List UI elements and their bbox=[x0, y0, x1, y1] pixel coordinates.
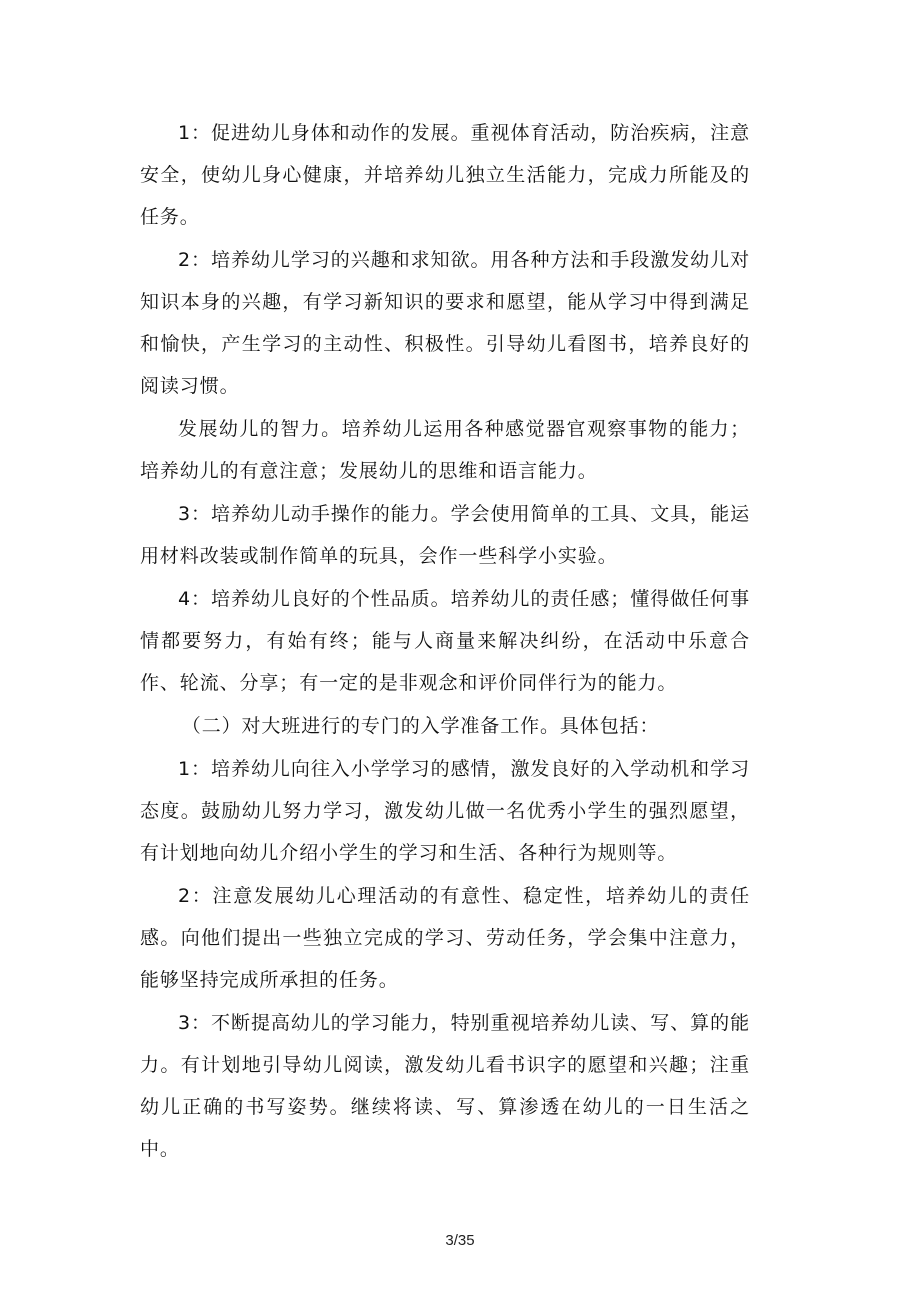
page-number: 3/35 bbox=[445, 1232, 475, 1249]
paragraph-item-3-handson: 3：培养幼儿动手操作的能力。学会使用简单的工具、文具，能运用材料改装或制作简单的玩具，会作一些科学小实验。 bbox=[140, 503, 750, 567]
paragraph-item-1-physical: 1：促进幼儿身体和动作的发展。重视体育活动，防治疾病，注意安全，使幼儿身心健康，并培养幼儿独立生活能力，完成力所能及的任务。 bbox=[140, 122, 750, 228]
paragraph-item-4-personality: 4：培养幼儿良好的个性品质。培养幼儿的责任感；懂得做任何事情都要努力，有始有终；能与人商量来解决纠纷，在活动中乐意合作、轮流、分享；有一定的是非观念和评价同伴行为的能力。 bbox=[140, 588, 750, 694]
paragraph-prep-3-literacy: 3：不断提高幼儿的学习能力，特别重视培养幼儿读、写、算的能力。有计划地引导幼儿阅读，激发幼儿看书识字的愿望和兴趣；注重幼儿正确的书写姿势。继续将读、写、算渗透在幼儿的一日生活之中。 bbox=[140, 1012, 750, 1160]
paragraph-item-2-interest: 2：培养幼儿学习的兴趣和求知欲。用各种方法和手段激发幼儿对知识本身的兴趣，有学习新知识的要求和愿望，能从学习中得到满足和愉快，产生学习的主动性、积极性。引导幼儿看图书，培养良好的阅读习惯。 bbox=[140, 249, 750, 397]
section-heading-school-prep: （二）对大班进行的专门的入学准备工作。具体包括： bbox=[181, 715, 660, 737]
document-body bbox=[140, 112, 750, 1171]
paragraph-prep-1-motivation: 1：培养幼儿向往入小学学习的感情，激发良好的入学动机和学习态度。鼓励幼儿努力学习，激发幼儿做一名优秀小学生的强烈愿望，有计划地向幼儿介绍小学生的学习和生活、各种行为规则等。 bbox=[140, 758, 750, 864]
paragraph-intelligence: 发展幼儿的智力。培养幼儿运用各种感觉器官观察事物的能力；培养幼儿的有意注意；发展幼儿的思维和语言能力。 bbox=[140, 418, 750, 482]
paragraph-prep-2-attention: 2：注意发展幼儿心理活动的有意性、稳定性，培养幼儿的责任感。向他们提出一些独立完成的学习、劳动任务，学会集中注意力，能够坚持完成所承担的任务。 bbox=[140, 885, 750, 991]
